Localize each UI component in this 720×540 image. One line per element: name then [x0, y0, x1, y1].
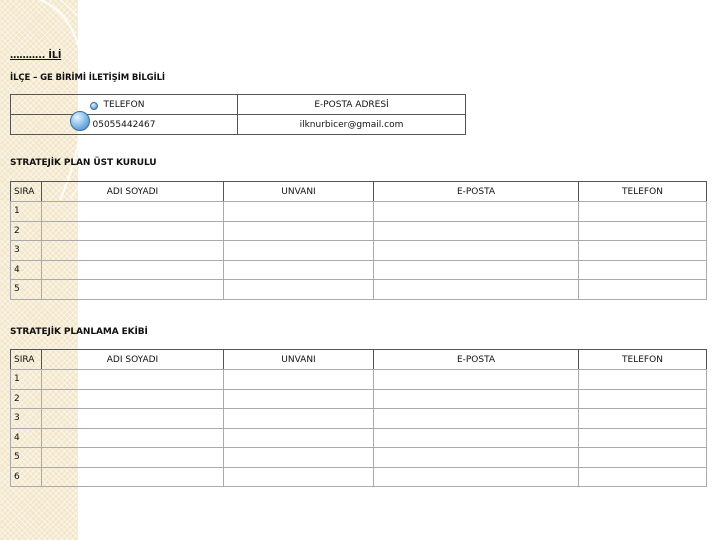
table-row: [11, 260, 707, 280]
row-number: 4: [11, 260, 42, 280]
row-number: 6: [11, 467, 42, 487]
col-header-sira: SIRA: [11, 182, 42, 202]
contact-info-heading: İLÇE – GE BİRİMİ İLETİŞİM BİLGİLİ: [10, 73, 165, 83]
row-number: 5: [11, 448, 42, 468]
row-number: 3: [11, 409, 42, 429]
table-row: [11, 409, 707, 429]
col-header-title: UNVANI: [224, 182, 374, 202]
table-row: [11, 202, 707, 222]
upper-board-table: [10, 181, 707, 300]
table-row: [11, 467, 707, 487]
planning-team-table: [10, 349, 707, 487]
col-header-email: E-POSTA: [374, 182, 579, 202]
row-number: 2: [11, 221, 42, 241]
table-row: [11, 448, 707, 468]
section2-title: STRATEJİK PLANLAMA EKİBİ: [10, 327, 148, 337]
table-row: [11, 389, 707, 409]
table-row: [11, 370, 707, 390]
table-row: [11, 280, 707, 300]
table-row: [11, 428, 707, 448]
col-header-name: ADI SOYADI: [42, 182, 224, 202]
bubble-icon: [70, 111, 90, 131]
row-number: 4: [11, 428, 42, 448]
row-number: 1: [11, 202, 42, 222]
province-title: ……….. İLİ: [10, 50, 62, 61]
col-header-phone: TELEFON: [579, 182, 707, 202]
col-header-phone: TELEFON: [579, 350, 707, 370]
row-number: 3: [11, 241, 42, 261]
row-number: 2: [11, 389, 42, 409]
table-row: [11, 241, 707, 261]
col-header-sira: SIRA: [11, 350, 42, 370]
row-number: 5: [11, 280, 42, 300]
table-row: [11, 221, 707, 241]
contact-header-phone: TELEFON: [11, 95, 238, 115]
contact-header-email: E-POSTA ADRESİ: [238, 95, 466, 115]
contact-phone-value: 05055442467: [11, 115, 238, 135]
small-bubble-icon: [90, 102, 98, 110]
contact-email-value: ilknurbicer@gmail.com: [238, 115, 466, 135]
col-header-name: ADI SOYADI: [42, 350, 224, 370]
col-header-email: E-POSTA: [374, 350, 579, 370]
section1-title: STRATEJİK PLAN ÜST KURULU: [10, 158, 157, 168]
row-number: 1: [11, 370, 42, 390]
col-header-title: UNVANI: [224, 350, 374, 370]
